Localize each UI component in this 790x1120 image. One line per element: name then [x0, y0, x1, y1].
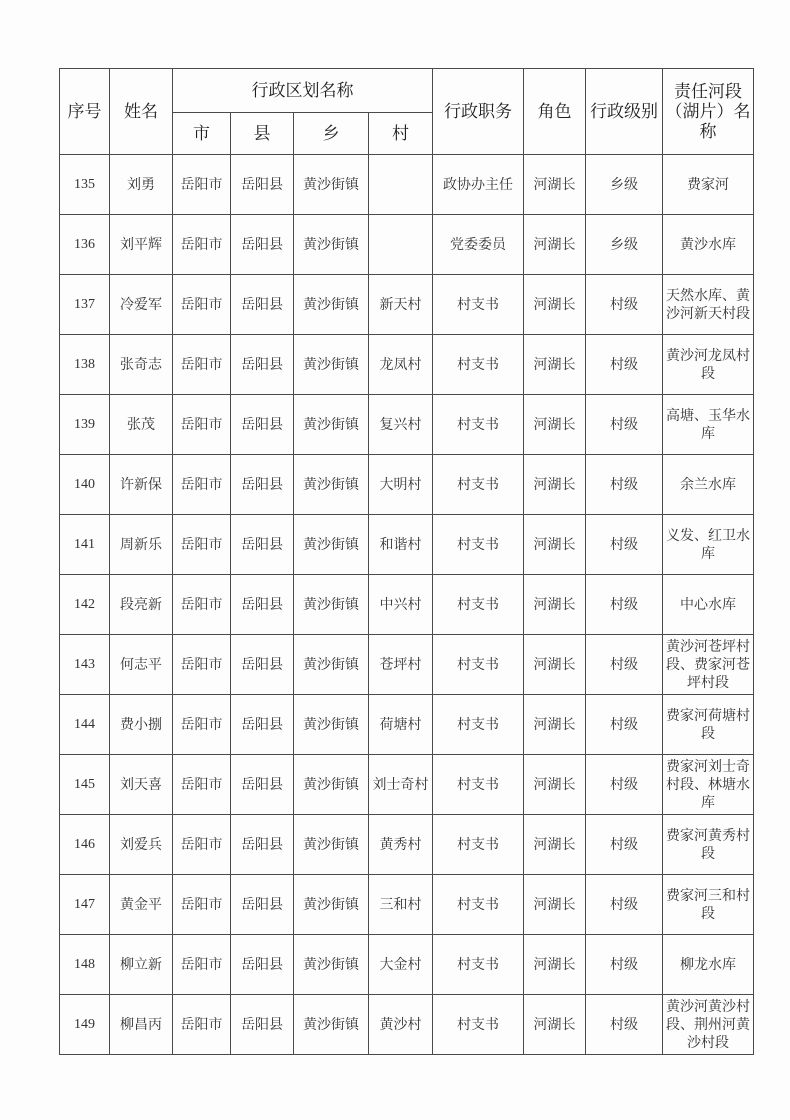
cell-name: 许新保 — [110, 455, 173, 515]
cell-county: 岳阳县 — [231, 275, 294, 335]
cell-county: 岳阳县 — [231, 215, 294, 275]
cell-county: 岳阳县 — [231, 875, 294, 935]
cell-role: 河湖长 — [524, 395, 586, 455]
cell-role: 河湖长 — [524, 215, 586, 275]
cell-role: 河湖长 — [524, 635, 586, 695]
cell-name: 冷爱军 — [110, 275, 173, 335]
table-row — [60, 575, 754, 635]
cell-township: 黄沙街镇 — [294, 635, 369, 695]
cell-township: 黄沙街镇 — [294, 215, 369, 275]
cell-role: 河湖长 — [524, 755, 586, 815]
cell-level: 村级 — [586, 935, 663, 995]
table-header — [60, 69, 754, 155]
cell-level: 村级 — [586, 515, 663, 575]
cell-position: 政协办主任 — [433, 155, 524, 215]
cell-section: 余兰水库 — [663, 455, 754, 515]
cell-city: 岳阳市 — [173, 695, 231, 755]
table-row — [60, 995, 754, 1055]
cell-section: 黄沙河苍坪村段、费家河苍坪村段 — [663, 635, 754, 695]
cell-county: 岳阳县 — [231, 935, 294, 995]
cell-name: 张奇志 — [110, 335, 173, 395]
header-name: 姓名 — [110, 69, 173, 155]
cell-township: 黄沙街镇 — [294, 695, 369, 755]
table-row — [60, 695, 754, 755]
cell-name: 费小捌 — [110, 695, 173, 755]
cell-level: 村级 — [586, 335, 663, 395]
cell-city: 岳阳市 — [173, 275, 231, 335]
cell-village: 大金村 — [369, 935, 433, 995]
cell-role: 河湖长 — [524, 335, 586, 395]
cell-position: 村支书 — [433, 695, 524, 755]
table-row — [60, 335, 754, 395]
cell-village: 黄沙村 — [369, 995, 433, 1055]
cell-city: 岳阳市 — [173, 575, 231, 635]
cell-name: 张茂 — [110, 395, 173, 455]
table-row — [60, 155, 754, 215]
cell-level: 村级 — [586, 635, 663, 695]
cell-village — [369, 215, 433, 275]
cell-level: 村级 — [586, 995, 663, 1055]
cell-village: 中兴村 — [369, 575, 433, 635]
cell-name: 刘爱兵 — [110, 815, 173, 875]
cell-role: 河湖长 — [524, 155, 586, 215]
cell-village: 苍坪村 — [369, 635, 433, 695]
cell-role: 河湖长 — [524, 935, 586, 995]
cell-county: 岳阳县 — [231, 995, 294, 1055]
cell-index: 140 — [60, 455, 110, 515]
cell-position: 党委委员 — [433, 215, 524, 275]
cell-level: 村级 — [586, 815, 663, 875]
cell-index: 146 — [60, 815, 110, 875]
cell-index: 149 — [60, 995, 110, 1055]
cell-township: 黄沙街镇 — [294, 275, 369, 335]
header-index: 序号 — [60, 69, 110, 155]
cell-city: 岳阳市 — [173, 635, 231, 695]
cell-name: 何志平 — [110, 635, 173, 695]
cell-role: 河湖长 — [524, 695, 586, 755]
cell-city: 岳阳市 — [173, 935, 231, 995]
table-body — [60, 155, 754, 1055]
header-city: 市 — [173, 113, 231, 155]
table-row — [60, 755, 754, 815]
cell-index: 143 — [60, 635, 110, 695]
cell-city: 岳阳市 — [173, 515, 231, 575]
cell-county: 岳阳县 — [231, 335, 294, 395]
cell-county: 岳阳县 — [231, 815, 294, 875]
cell-township: 黄沙街镇 — [294, 455, 369, 515]
cell-index: 144 — [60, 695, 110, 755]
cell-level: 村级 — [586, 575, 663, 635]
cell-village: 和谐村 — [369, 515, 433, 575]
cell-level: 村级 — [586, 455, 663, 515]
cell-section: 柳龙水库 — [663, 935, 754, 995]
cell-position: 村支书 — [433, 455, 524, 515]
cell-township: 黄沙街镇 — [294, 335, 369, 395]
table-row — [60, 935, 754, 995]
cell-village: 三和村 — [369, 875, 433, 935]
cell-index: 135 — [60, 155, 110, 215]
cell-position: 村支书 — [433, 995, 524, 1055]
cell-section: 中心水库 — [663, 575, 754, 635]
cell-position: 村支书 — [433, 335, 524, 395]
cell-village: 龙凤村 — [369, 335, 433, 395]
cell-county: 岳阳县 — [231, 695, 294, 755]
cell-position: 村支书 — [433, 395, 524, 455]
table-row — [60, 635, 754, 695]
cell-role: 河湖长 — [524, 515, 586, 575]
cell-name: 柳昌丙 — [110, 995, 173, 1055]
cell-role: 河湖长 — [524, 575, 586, 635]
cell-section: 义发、红卫水库 — [663, 515, 754, 575]
header-role: 角色 — [524, 69, 586, 155]
header-row-top — [60, 69, 754, 113]
cell-city: 岳阳市 — [173, 155, 231, 215]
cell-index: 145 — [60, 755, 110, 815]
cell-section: 黄沙水库 — [663, 215, 754, 275]
cell-section: 高塘、玉华水库 — [663, 395, 754, 455]
cell-index: 148 — [60, 935, 110, 995]
cell-section: 黄沙河龙凤村段 — [663, 335, 754, 395]
cell-position: 村支书 — [433, 875, 524, 935]
cell-village: 复兴村 — [369, 395, 433, 455]
cell-township: 黄沙街镇 — [294, 995, 369, 1055]
cell-village: 大明村 — [369, 455, 433, 515]
cell-county: 岳阳县 — [231, 755, 294, 815]
cell-township: 黄沙街镇 — [294, 875, 369, 935]
cell-village: 荷塘村 — [369, 695, 433, 755]
cell-level: 村级 — [586, 695, 663, 755]
cell-level: 村级 — [586, 275, 663, 335]
cell-city: 岳阳市 — [173, 215, 231, 275]
table-row — [60, 515, 754, 575]
cell-position: 村支书 — [433, 935, 524, 995]
cell-city: 岳阳市 — [173, 995, 231, 1055]
cell-village: 刘士奇村 — [369, 755, 433, 815]
cell-level: 乡级 — [586, 215, 663, 275]
cell-index: 142 — [60, 575, 110, 635]
cell-index: 141 — [60, 515, 110, 575]
cell-county: 岳阳县 — [231, 515, 294, 575]
cell-name: 刘平辉 — [110, 215, 173, 275]
cell-city: 岳阳市 — [173, 455, 231, 515]
cell-section: 费家河 — [663, 155, 754, 215]
cell-index: 139 — [60, 395, 110, 455]
header-position: 行政职务 — [433, 69, 524, 155]
cell-index: 147 — [60, 875, 110, 935]
cell-role: 河湖长 — [524, 815, 586, 875]
cell-township: 黄沙街镇 — [294, 155, 369, 215]
cell-section: 费家河荷塘村段 — [663, 695, 754, 755]
cell-position: 村支书 — [433, 275, 524, 335]
cell-section: 黄沙河黄沙村段、荆州河黄沙村段 — [663, 995, 754, 1055]
cell-role: 河湖长 — [524, 995, 586, 1055]
cell-index: 137 — [60, 275, 110, 335]
header-village: 村 — [369, 113, 433, 155]
table-row — [60, 455, 754, 515]
cell-township: 黄沙街镇 — [294, 395, 369, 455]
cell-township: 黄沙街镇 — [294, 935, 369, 995]
cell-role: 河湖长 — [524, 275, 586, 335]
cell-section: 费家河刘士奇村段、林塘水库 — [663, 755, 754, 815]
table-row — [60, 875, 754, 935]
cell-county: 岳阳县 — [231, 635, 294, 695]
cell-section: 天然水库、黄沙河新天村段 — [663, 275, 754, 335]
cell-section: 费家河三和村段 — [663, 875, 754, 935]
cell-village: 黄秀村 — [369, 815, 433, 875]
cell-county: 岳阳县 — [231, 395, 294, 455]
cell-county: 岳阳县 — [231, 155, 294, 215]
table-row — [60, 395, 754, 455]
cell-township: 黄沙街镇 — [294, 815, 369, 875]
cell-index: 136 — [60, 215, 110, 275]
cell-index: 138 — [60, 335, 110, 395]
cell-county: 岳阳县 — [231, 455, 294, 515]
cell-position: 村支书 — [433, 815, 524, 875]
cell-name: 刘天喜 — [110, 755, 173, 815]
cell-level: 村级 — [586, 755, 663, 815]
table-row — [60, 275, 754, 335]
cell-level: 村级 — [586, 875, 663, 935]
cell-name: 柳立新 — [110, 935, 173, 995]
cell-township: 黄沙街镇 — [294, 755, 369, 815]
cell-name: 黄金平 — [110, 875, 173, 935]
header-region-group: 行政区划名称 — [173, 69, 433, 113]
cell-section: 费家河黄秀村段 — [663, 815, 754, 875]
cell-name: 刘勇 — [110, 155, 173, 215]
cell-level: 乡级 — [586, 155, 663, 215]
cell-role: 河湖长 — [524, 875, 586, 935]
cell-city: 岳阳市 — [173, 815, 231, 875]
cell-city: 岳阳市 — [173, 335, 231, 395]
cell-position: 村支书 — [433, 755, 524, 815]
cell-city: 岳阳市 — [173, 875, 231, 935]
cell-township: 黄沙街镇 — [294, 575, 369, 635]
cell-township: 黄沙街镇 — [294, 515, 369, 575]
cell-position: 村支书 — [433, 575, 524, 635]
cell-level: 村级 — [586, 395, 663, 455]
river-chief-table — [59, 68, 754, 1055]
cell-county: 岳阳县 — [231, 575, 294, 635]
cell-name: 周新乐 — [110, 515, 173, 575]
cell-city: 岳阳市 — [173, 395, 231, 455]
cell-name: 段亮新 — [110, 575, 173, 635]
header-township: 乡 — [294, 113, 369, 155]
cell-role: 河湖长 — [524, 455, 586, 515]
header-level: 行政级别 — [586, 69, 663, 155]
cell-position: 村支书 — [433, 515, 524, 575]
header-river-section: 责任河段（湖片）名称 — [663, 69, 754, 155]
table-row — [60, 815, 754, 875]
header-county: 县 — [231, 113, 294, 155]
table-row — [60, 215, 754, 275]
cell-village — [369, 155, 433, 215]
cell-village: 新天村 — [369, 275, 433, 335]
cell-position: 村支书 — [433, 635, 524, 695]
cell-city: 岳阳市 — [173, 755, 231, 815]
